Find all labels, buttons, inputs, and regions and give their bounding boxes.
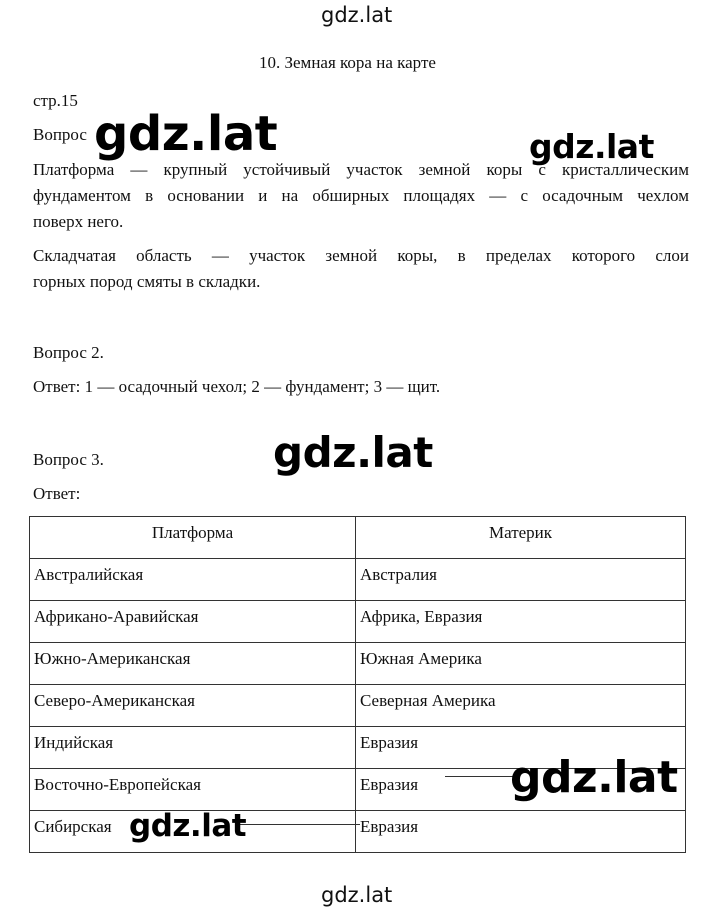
watermark-top: gdz.lat [321,3,393,27]
page-reference: стр.15 [33,91,78,110]
watermark-bottom: gdz.lat [321,883,393,907]
table-cell-platform: Индийская [30,727,356,769]
table-cell-platform: Африкано-Аравийская [30,601,356,643]
table-cell-continent: Евразия [356,811,686,853]
table-row [30,643,686,685]
question-1-label: Вопрос [33,125,87,144]
table-header-platform: Платформа [30,517,356,559]
table-cell-platform: Восточно-Европейская [30,769,356,811]
table-cell-continent: Южная Америка [356,643,686,685]
table-cell-continent: Северная Америка [356,685,686,727]
table-row [30,559,686,601]
answer-1-line: горных пород смяты в складки. [33,272,261,291]
question-2-label: Вопрос 2. [33,343,104,362]
answer-1-line: поверх него. [33,212,124,231]
table-row [30,685,686,727]
section-heading: 10. Земная кора на карте [259,53,436,72]
answer-1-line: Складчатая область — участок земной коры, в пределах которого слои [33,246,689,265]
watermark-large-4: gdz.lat [510,752,678,803]
table-header-continent: Материк [356,517,686,559]
watermark-large-2: gdz.lat [529,127,654,166]
table-cell-platform: Сибирская [30,811,356,853]
watermark-large-1: gdz.lat [94,106,278,162]
watermark-large-3: gdz.lat [273,428,433,477]
table-cell-continent: Евразия [356,727,686,769]
table-row [30,811,686,853]
table-cell-platform: Северо-Американская [30,685,356,727]
answer-1-line: фундаментом в основании и на обширных площадях — с осадочным чехлом [33,186,689,205]
table-cell-continent: Евразия [356,769,686,811]
question-3-label: Вопрос 3. [33,450,104,469]
table-cell-platform: Южно-Американская [30,643,356,685]
table-row [30,601,686,643]
answer-1-paragraph-fold [33,243,689,295]
table-header-row [30,517,686,559]
watermark-underline [445,776,515,777]
answer-1-line: Платформа — крупный устойчивый участок земной коры с кристаллическим [33,160,689,179]
question-2-answer: Ответ: 1 — осадочный чехол; 2 — фундамент; 3 — щит. [33,377,441,396]
table-cell-platform: Австралийская [30,559,356,601]
table-cell-continent: Африка, Евразия [356,601,686,643]
table-cell-continent: Австралия [356,559,686,601]
answer-1-paragraph-platform [33,157,689,235]
question-3-answer-label: Ответ: [33,484,81,503]
watermark-large-5: gdz.lat [129,808,247,844]
watermark-underline [240,824,360,825]
